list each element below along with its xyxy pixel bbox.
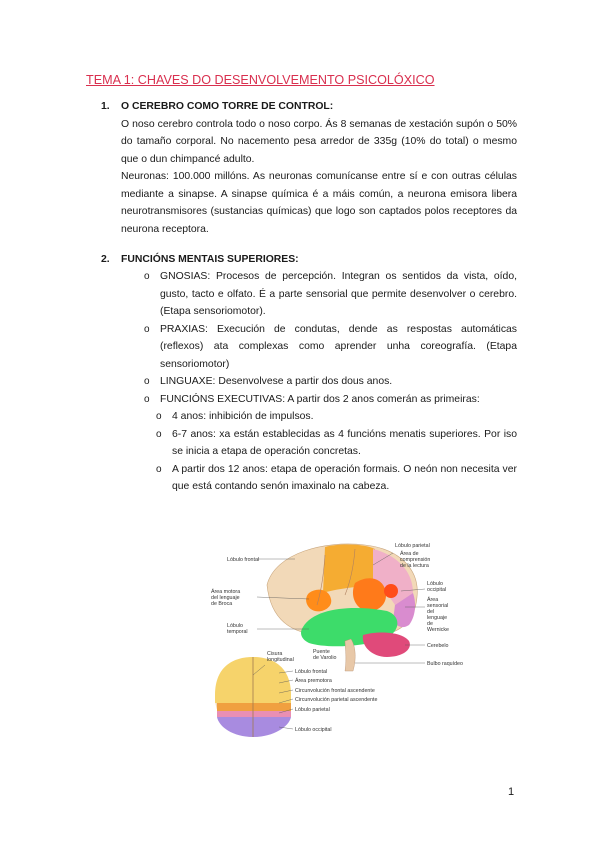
sub-list-item bbox=[156, 461, 517, 496]
label-cisura: longitudinal bbox=[267, 657, 294, 663]
lateral-brain-illustration bbox=[267, 544, 417, 671]
sub-list-item-text: A partir dos 12 anos: etapa de operación formais. O neón non necesita ver que está contando senón imaxinalo na cabeza. bbox=[172, 463, 517, 492]
section-funcions bbox=[101, 251, 517, 269]
bullet-icon: o bbox=[144, 271, 150, 282]
label-area-wernicke: Área bbox=[427, 597, 439, 603]
bullet-icon: o bbox=[144, 323, 150, 335]
list-item bbox=[146, 391, 517, 409]
label-area-wernicke: sensorial bbox=[427, 603, 449, 609]
label-area-wernicke: Wernicke bbox=[427, 627, 449, 633]
section-heading-text: O CEREBRO COMO TORRE DE CONTROL: bbox=[121, 101, 334, 112]
section-heading bbox=[101, 251, 517, 269]
sub-list-item bbox=[156, 426, 517, 461]
label-circ-parietal: Circunvolución parietal ascendente bbox=[295, 697, 378, 703]
label-puente-varolio: Puente bbox=[313, 649, 330, 655]
label-lobulo-temporal: Lóbulo bbox=[227, 623, 243, 629]
page-title: TEMA 1: CHAVES DO DESENVOLVEMENTO PSICOLÓXICO bbox=[86, 73, 435, 87]
section-heading-text: FUNCIÓNS MENTAIS SUPERIORES: bbox=[121, 254, 299, 265]
bullet-icon: o bbox=[156, 428, 162, 440]
label-area-comprension: Área de bbox=[400, 551, 419, 557]
label-top-lobulo-parietal: Lóbulo parietal bbox=[295, 707, 330, 713]
bullet-list bbox=[146, 268, 517, 496]
section-number: 1. bbox=[101, 101, 110, 112]
label-lobulo-frontal: Lóbulo frontal bbox=[227, 557, 260, 563]
bullet-icon: o bbox=[156, 463, 162, 475]
label-top-lobulo-occipital: Lóbulo occipital bbox=[295, 727, 332, 733]
label-lobulo-occipital: Lóbulo bbox=[427, 581, 443, 587]
label-area-wernicke: del bbox=[427, 609, 435, 615]
paragraph: Neuronas: 100.000 millóns. As neuronas comunícanse entre sí e con outras células mediante a sinapse. A sinapse química é a máis común, a neurona emisora libera neurotransmisores (sustancias químicas) que logo son captados polos receptores da neurona receptora. bbox=[121, 171, 517, 235]
label-area-wernicke: de bbox=[427, 621, 433, 627]
label-puente-varolio: de Varolio bbox=[313, 655, 337, 661]
section-heading bbox=[101, 98, 517, 116]
label-area-comprension: de la lectura bbox=[400, 563, 429, 569]
label-top-lobulo-frontal: Lóbulo frontal bbox=[295, 669, 328, 675]
label-area-wernicke: lenguaje bbox=[427, 615, 448, 621]
label-lobulo-occipital: occipital bbox=[427, 587, 447, 593]
list-item bbox=[146, 268, 517, 321]
list-item bbox=[146, 373, 517, 391]
label-area-broca: de Broca bbox=[211, 601, 233, 607]
label-bulbo-raquideo: Bulbo raquídeo bbox=[427, 661, 463, 667]
list-item-text: LINGUAXE: Desenvolvese a partir dos dous anos. bbox=[160, 376, 393, 387]
list-item bbox=[146, 321, 517, 374]
brain-diagram bbox=[205, 535, 473, 740]
label-area-comprension: comprensión bbox=[400, 557, 431, 563]
list-item-text: PRAXIAS: Execución de condutas, dende as respostas automáticas (reflexos) ata complexas como aprender unha coreografía. (Etapa sensoriomotor) bbox=[160, 323, 517, 370]
bullet-icon: o bbox=[156, 411, 162, 422]
bullet-icon: o bbox=[144, 376, 150, 387]
section-cerebro bbox=[101, 98, 517, 238]
sub-list-item bbox=[156, 408, 517, 426]
top-brain-illustration bbox=[215, 657, 291, 737]
list-item-text: GNOSIAS: Procesos de percepción. Integran os sentidos da vista, oído, gusto, tacto e olfato. É a parte sensorial que permite desenvolver o cerebro. (Etapa sensoriomotor). bbox=[160, 271, 517, 317]
label-area-premotora: Área premotora bbox=[295, 678, 332, 684]
sub-list-item-text: 6-7 anos: xa están establecidas as 4 funcións menatis superiores. Por iso se inicia a etapa de operación concretas. bbox=[172, 428, 517, 457]
sub-list bbox=[146, 408, 517, 496]
section-body bbox=[121, 116, 517, 239]
label-circ-frontal: Circunvolución frontal ascendente bbox=[295, 688, 375, 694]
label-lobulo-parietal: Lóbulo parietal bbox=[395, 543, 430, 549]
label-lobulo-temporal: temporal bbox=[227, 629, 248, 635]
label-area-broca: del lenguaje bbox=[211, 595, 240, 601]
label-cerebelo: Cerebelo bbox=[427, 643, 449, 649]
list-item-text: FUNCIÓNS EXECUTIVAS: A partir dos 2 anos comerán as primeiras: bbox=[160, 393, 480, 405]
bullet-icon: o bbox=[144, 393, 150, 405]
label-cisura: Cisura bbox=[267, 651, 283, 657]
label-area-broca: Área motora bbox=[211, 589, 241, 595]
sub-list-item-text: 4 anos: inhibición de impulsos. bbox=[172, 411, 314, 422]
paragraph: O noso cerebro controla todo o noso corpo. Ás 8 semanas de xestación supón o 50% do tamaño corporal. No nacemento pesa arredor de 335g (10% do total) o mesmo que o dun chimpancé adulto. bbox=[121, 118, 517, 165]
page-number: 1 bbox=[508, 786, 515, 798]
section-number: 2. bbox=[101, 254, 110, 265]
